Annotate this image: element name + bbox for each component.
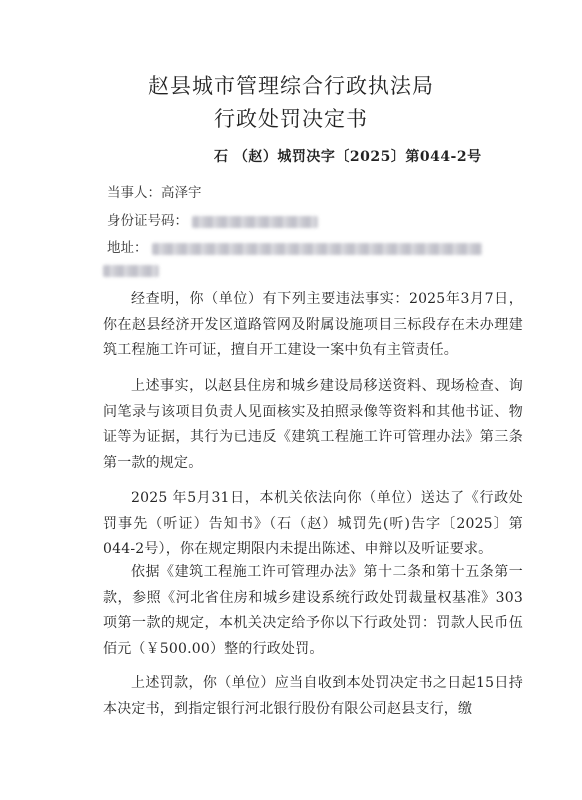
- redacted-address-line1: [152, 243, 482, 255]
- agency-title: 赵县城市管理综合行政执法局: [148, 74, 434, 98]
- document-title: 行政处罚决定书: [214, 107, 368, 131]
- party-field: [107, 181, 202, 201]
- address-label: 地址：: [107, 240, 148, 256]
- party-label: 当事人：: [107, 185, 161, 201]
- redacted-address-line2: [103, 265, 159, 277]
- document-number: 石 （赵）城罚决字〔2025〕第044-2号: [214, 149, 482, 165]
- party-name: 高泽宇: [161, 185, 202, 201]
- address-continuation: [103, 262, 159, 278]
- payment-paragraph: 上述罚款，你（单位）应当自收到本处罚决定书之日起15日持本决定书，到指定银行河北银行股份有限公司赵县支行，缴: [103, 675, 523, 717]
- id-number-label: 身份证号码：: [107, 213, 188, 229]
- evidence-paragraph: 上述事实，以赵县住房和城乡建设局移送资料、现场检查、询问笔录与该项目负责人见面核实及拍照录像等资料和其他书证、物证等为证据，其行为已违反《建筑工程施工许可管理办法》第三条第一款的规定。: [103, 378, 523, 471]
- facts-paragraph: 经查明，你（单位）有下列主要违法事实：2025年3月7日，你在赵县经济开发区道路管网及附属设施项目三标段存在未办理建筑工程施工许可证，擅自开工建设一案中负有主管责任。: [103, 291, 523, 358]
- id-number-field: [107, 209, 318, 229]
- redacted-id-number: [192, 216, 318, 228]
- penalty-paragraph: 依据《建筑工程施工许可管理办法》第十二条和第十五条第一款，参照《河北省住房和城乡建设系统行政处罚裁量权基准》303项第一款的规定，本机关决定给予你以下行政处罚：罚款人民币伍佰元（￥500.00）整的行政处罚。: [103, 564, 523, 657]
- address-field: [107, 236, 482, 256]
- notice-paragraph: 2025 年5月31日，本机关依法向你（单位）送达了《行政处罚事先（听证）告知书》（石（赵）城罚先(听)告字〔2025〕第044-2号），你在规定期限内未提出陈述、申辩以及听证要求。: [103, 490, 523, 557]
